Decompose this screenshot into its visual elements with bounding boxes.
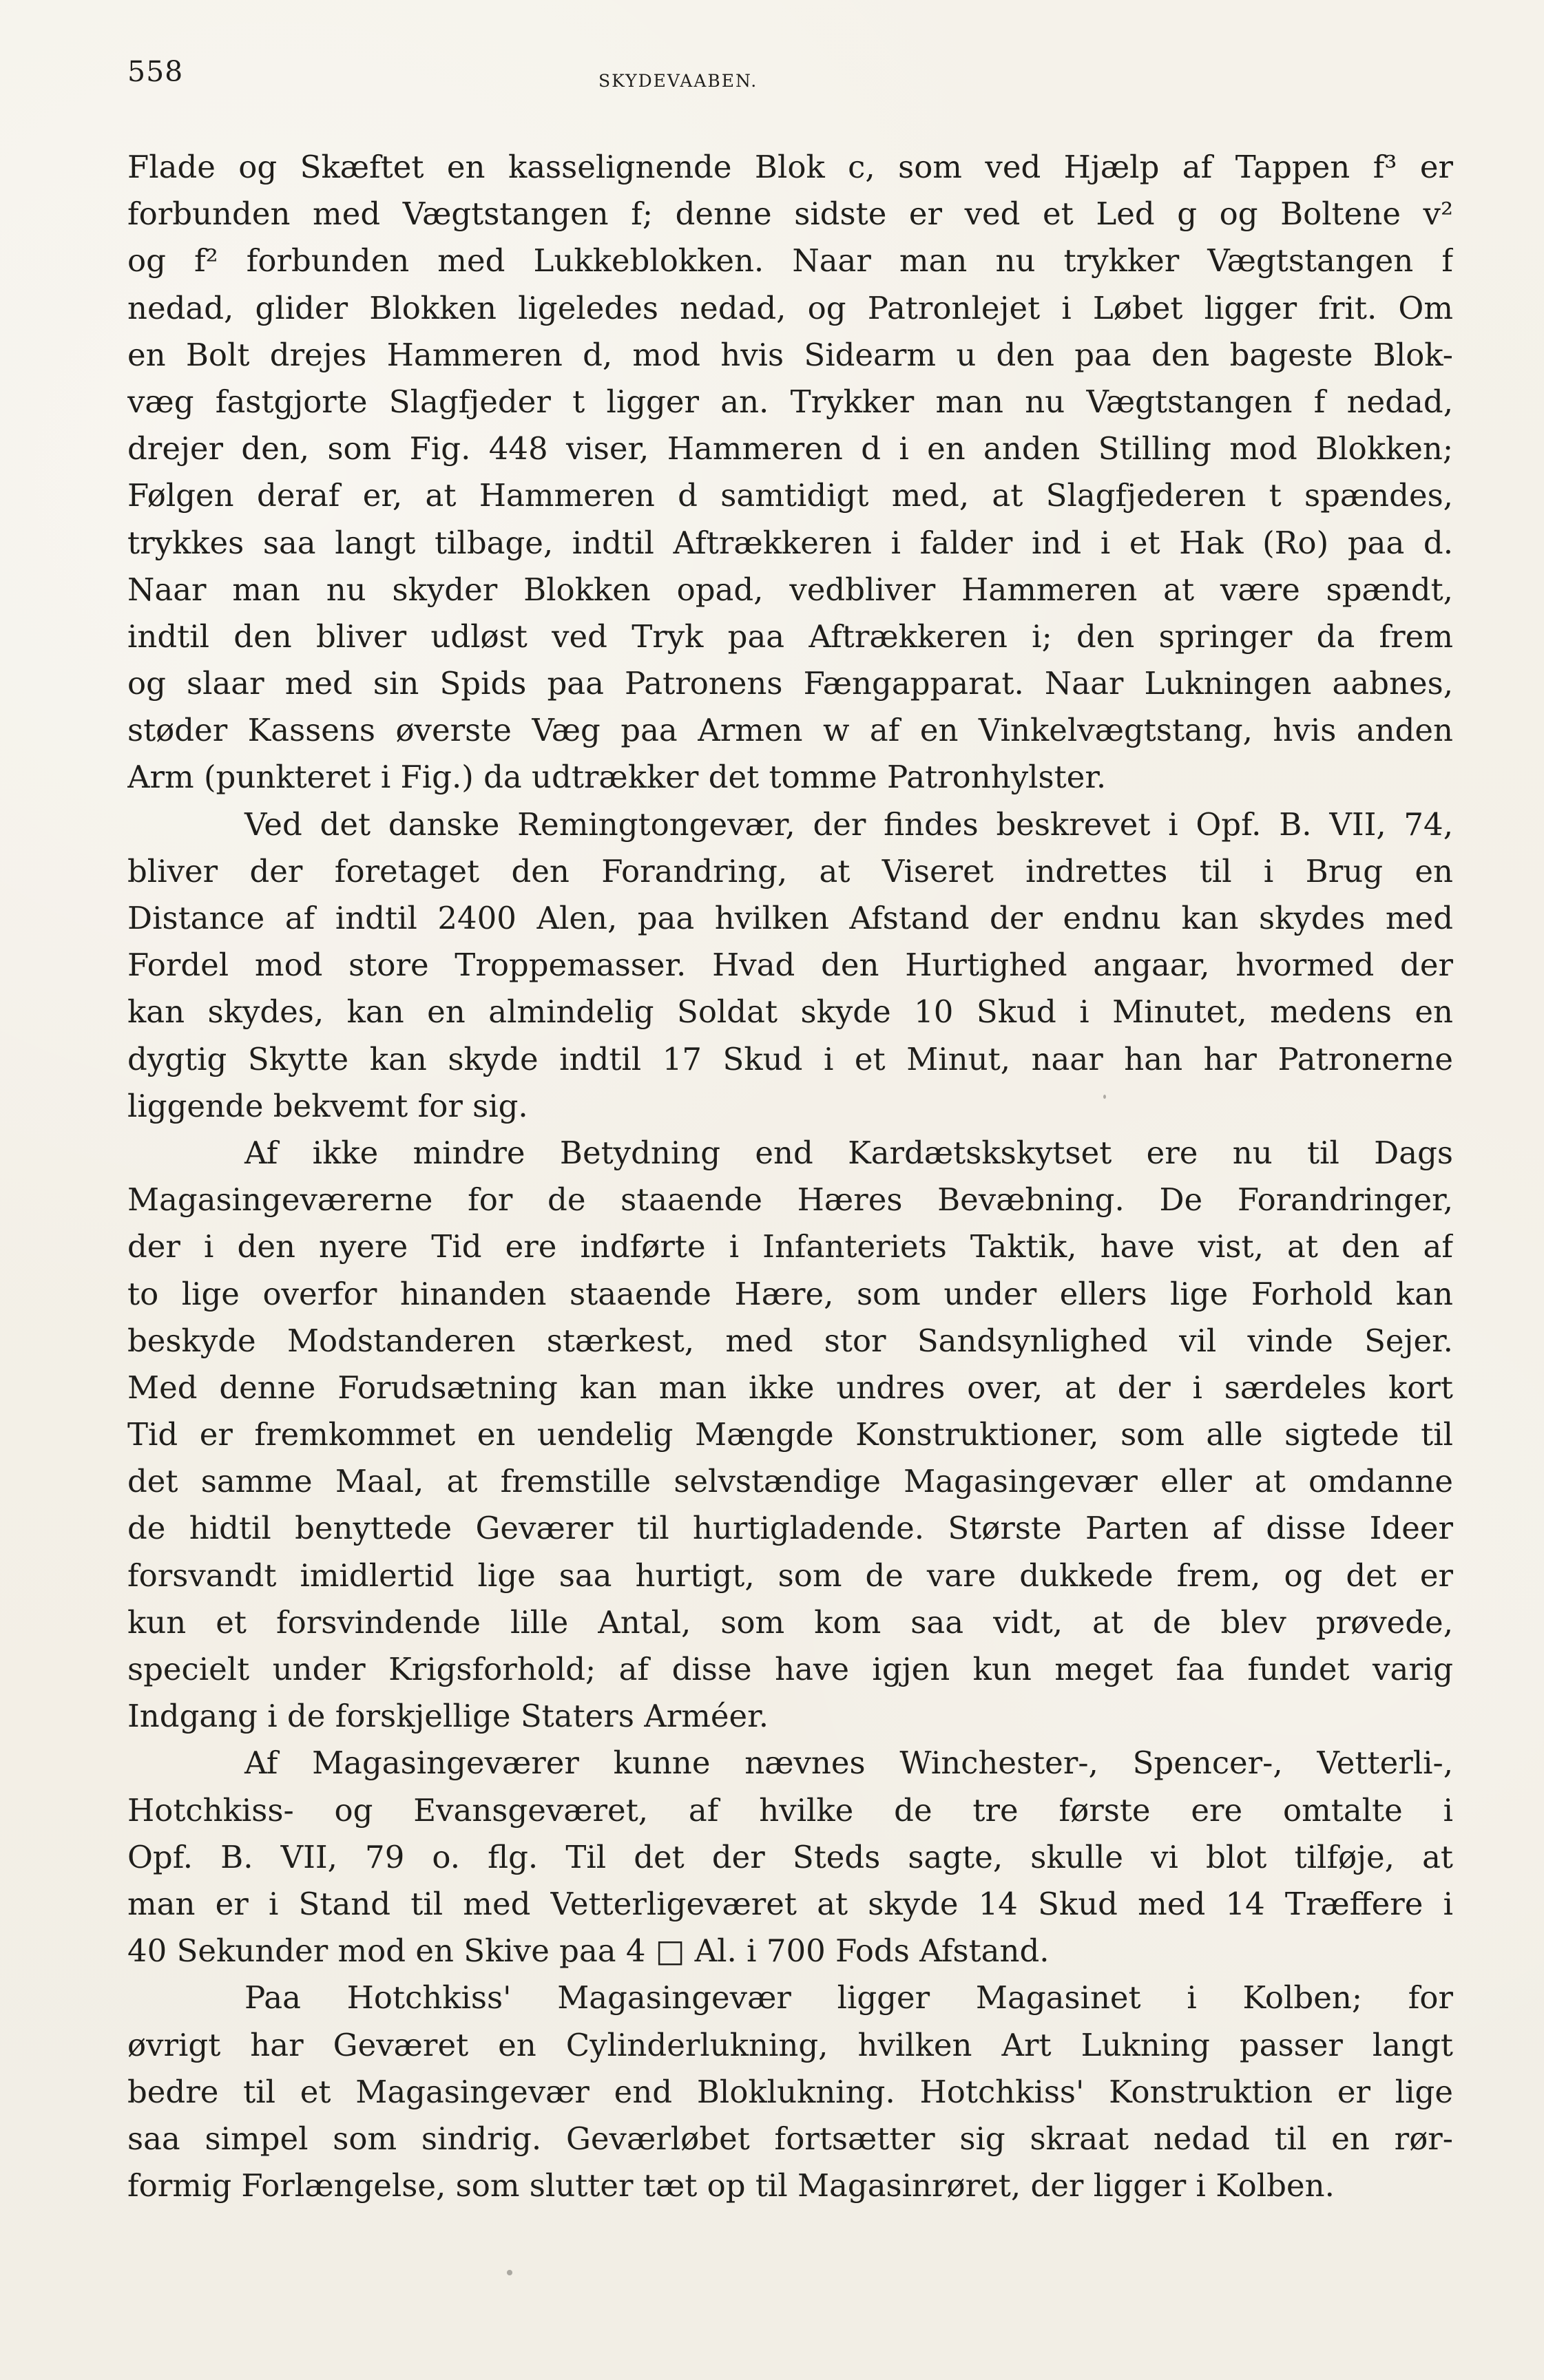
- text-line-9-text: trykkes saa langt tilbage, indtil Aftrækkeren i falder ind i et Hak (Ro) paa d.: [127, 524, 1453, 561]
- text-line-30: [127, 1505, 1453, 1552]
- text-line-34-text: Indgang i de forskjellige Staters Arméer.: [127, 1698, 769, 1735]
- text-line-8: [127, 472, 1453, 519]
- text-line-19-text: kan skydes, kan en almindelig Soldat skyde 10 Skud i Minutet, medens en: [127, 993, 1453, 1031]
- text-line-11: [127, 613, 1453, 660]
- text-line-12-text: og slaar med sin Spids paa Patronens Fængapparat. Naar Lukningen aabnes,: [127, 665, 1453, 702]
- text-line-14-text: Arm (punkteret i Fig.) da udtrækker det tomme Patronhylster.: [127, 759, 1107, 796]
- text-line-5: [127, 332, 1453, 379]
- text-line-7: [127, 425, 1453, 472]
- text-line-10: [127, 567, 1453, 613]
- text-line-11-text: indtil den bliver udløst ved Tryk paa Aftrækkeren i; den springer da frem: [127, 618, 1453, 655]
- text-line-42: [127, 2069, 1453, 2116]
- text-line-44-text: formig Forlængelse, som slutter tæt op til Magasinrøret, der ligger i Kolben.: [127, 2167, 1335, 2204]
- text-line-23-text: Magasingeværerne for de staaende Hæres Bevæbning. De Forandringer,: [127, 1181, 1453, 1219]
- text-line-38-text: man er i Stand til med Vetterligeværet at skyde 14 Skud med 14 Træffere i: [127, 1885, 1453, 1922]
- text-line-43: [127, 2116, 1453, 2162]
- text-line-41: [127, 2022, 1453, 2069]
- running-head: SKYDEVAABEN.: [598, 71, 758, 91]
- text-line-6-text: væg fastgjorte Slagfjeder t ligger an. Trykker man nu Vægtstangen f nedad,: [127, 383, 1453, 420]
- text-line-29: [127, 1458, 1453, 1505]
- page-header: [127, 55, 1453, 99]
- text-line-1: [127, 144, 1453, 191]
- text-line-32: [127, 1599, 1453, 1646]
- text-line-2: [127, 191, 1453, 238]
- text-line-33: [127, 1646, 1453, 1693]
- text-line-17-text: Distance af indtil 2400 Alen, paa hvilken Afstand der endnu kan skydes med: [127, 900, 1453, 936]
- text-line-31: [127, 1552, 1453, 1599]
- text-line-27: [127, 1365, 1453, 1411]
- text-line-34: [127, 1693, 1453, 1740]
- text-line-7-text: drejer den, som Fig. 448 viser, Hammeren d i en anden Stilling mod Blokken;: [127, 430, 1453, 467]
- text-line-39: [127, 1928, 1453, 1974]
- text-line-20-text: dygtig Skytte kan skyde indtil 17 Skud i et Minut, naar han har Patronerne: [127, 1040, 1453, 1077]
- text-line-36-text: Hotchkiss- og Evansgeværet, af hvilke de tre første ere omtalte i: [127, 1791, 1453, 1829]
- text-line-38: [127, 1881, 1453, 1928]
- text-line-1-text: Flade og Skæftet en kasselignende Blok c, som ved Hjælp af Tappen f³ er: [127, 149, 1453, 185]
- text-line-13-text: støder Kassens øverste Væg paa Armen w af en Vinkelvægtstang, hvis anden: [127, 712, 1453, 749]
- text-line-40-text: Paa Hotchkiss' Magasingevær ligger Magasinet i Kolben; for: [244, 1979, 1453, 2016]
- text-line-14: [127, 754, 1453, 801]
- text-line-16: [127, 848, 1453, 895]
- text-line-5-text: en Bolt drejes Hammeren d, mod hvis Sidearm u den paa den bageste Blok-: [127, 336, 1453, 373]
- text-line-18-text: Fordel mod store Troppemasser. Hvad den Hurtighed angaar, hvormed der: [127, 947, 1453, 984]
- text-line-15-text: Ved det danske Remingtongevær, der findes beskrevet i Opf. B. VII, 74,: [244, 805, 1453, 843]
- text-line-44: [127, 2162, 1453, 2209]
- text-line-4: [127, 285, 1453, 332]
- text-line-18: [127, 942, 1453, 989]
- text-line-21-text: liggende bekvemt for sig.: [127, 1087, 528, 1124]
- text-line-40: [127, 1974, 1453, 2021]
- text-line-32-text: kun et forsvindende lille Antal, som kom saa vidt, at de blev prøvede,: [127, 1603, 1453, 1641]
- text-line-3-text: og f² forbunden med Lukkeblokken. Naar man nu trykker Vægtstangen f: [127, 242, 1453, 280]
- text-line-27-text: Med denne Forudsætning kan man ikke undres over, at der i særdeles kort: [127, 1369, 1453, 1406]
- text-line-9: [127, 520, 1453, 567]
- page-number: 558: [127, 55, 184, 88]
- text-line-12: [127, 660, 1453, 707]
- text-line-23: [127, 1177, 1453, 1223]
- text-line-28-text: Tid er fremkommet en uendelig Mængde Konstruktioner, som alle sigtede til: [127, 1416, 1453, 1453]
- text-line-25-text: to lige overfor hinanden staaende Hære, som under ellers lige Forhold kan: [127, 1275, 1453, 1312]
- text-line-2-text: forbunden med Vægtstangen f; denne sidste er ved et Led g og Boltene v²: [127, 196, 1453, 233]
- text-line-37: [127, 1834, 1453, 1881]
- text-line-4-text: nedad, glider Blokken ligeledes nedad, og Patronlejet i Løbet ligger frit. Om: [127, 289, 1453, 326]
- text-line-41-text: øvrigt har Geværet en Cylinderlukning, hvilken Art Lukning passer langt: [127, 2026, 1453, 2063]
- text-line-22-text: Af ikke mindre Betydning end Kardætskskytset ere nu til Dags: [244, 1134, 1453, 1171]
- text-line-24-text: der i den nyere Tid ere indførte i Infanteriets Taktik, have vist, at den af: [127, 1228, 1453, 1265]
- text-line-26: [127, 1318, 1453, 1365]
- text-line-30-text: de hidtil benyttede Geværer til hurtigladende. Største Parten af disse Ideer: [127, 1510, 1453, 1547]
- text-line-22: [127, 1130, 1453, 1177]
- paper-speck: [507, 2270, 512, 2275]
- text-line-20: [127, 1036, 1453, 1083]
- text-line-10-text: Naar man nu skyder Blokken opad, vedbliver Hammeren at være spændt,: [127, 571, 1453, 608]
- text-line-37-text: Opf. B. VII, 79 o. flg. Til det der Steds sagte, skulle vi blot tilføje, at: [127, 1838, 1453, 1875]
- text-line-26-text: beskyde Modstanderen stærkest, med stor Sandsynlighed vil vinde Sejer.: [127, 1322, 1453, 1359]
- text-line-13: [127, 707, 1453, 754]
- text-line-36: [127, 1787, 1453, 1834]
- text-line-6: [127, 379, 1453, 425]
- text-line-28: [127, 1411, 1453, 1458]
- text-line-16-text: bliver der foretaget den Forandring, at Viseret indrettes til i Brug en: [127, 852, 1453, 889]
- text-line-21: [127, 1083, 1453, 1130]
- text-line-39-text: 40 Sekunder mod en Skive paa 4 □ Al. i 700 Fods Afstand.: [127, 1933, 1050, 1970]
- text-line-8-text: Følgen deraf er, at Hammeren d samtidigt med, at Slagfjederen t spændes,: [127, 477, 1453, 514]
- text-line-35-text: Af Magasingeværer kunne nævnes Winchester-, Spencer-, Vetterli-,: [244, 1745, 1453, 1782]
- text-line-25: [127, 1271, 1453, 1318]
- text-line-29-text: det samme Maal, at fremstille selvstændige Magasingevær eller at omdanne: [127, 1463, 1453, 1500]
- body-text: [127, 144, 1453, 2202]
- text-line-3: [127, 238, 1453, 284]
- text-line-19: [127, 989, 1453, 1035]
- text-line-42-text: bedre til et Magasingevær end Bloklukning. Hotchkiss' Konstruktion er lige: [127, 2073, 1453, 2110]
- text-line-24: [127, 1223, 1453, 1270]
- text-line-35: [127, 1740, 1453, 1787]
- text-line-43-text: saa simpel som sindrig. Geværløbet fortsætter sig skraat nedad til en rør-: [127, 2120, 1453, 2157]
- text-line-15: [127, 801, 1453, 848]
- text-line-31-text: forsvandt imidlertid lige saa hurtigt, som de vare dukkede frem, og det er: [127, 1557, 1453, 1594]
- text-line-33-text: specielt under Krigsforhold; af disse have igjen kun meget faa fundet varig: [127, 1651, 1453, 1687]
- text-line-17: [127, 895, 1453, 942]
